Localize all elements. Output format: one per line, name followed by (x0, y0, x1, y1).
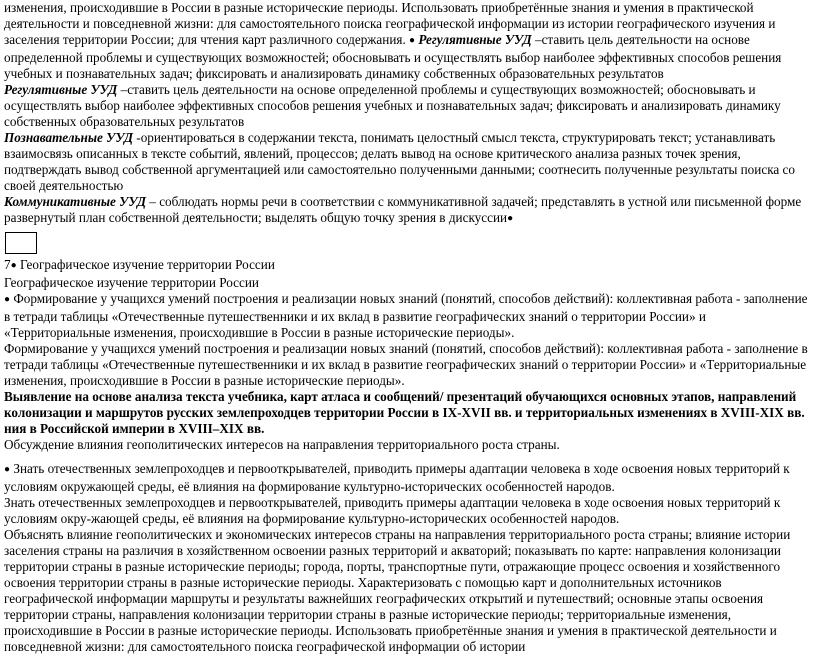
cognitive-label: Познавательные УУД (4, 130, 133, 145)
bullet-icon: ● (4, 294, 11, 305)
paragraph-explain: Объяснять влияние геополитических и экономических интересов страны на направления территориального роста страны; влияние истории заселения страны на различия в хозяйственном освоении разных территорий и акваторий; показывать по карте: направления колонизации территории страны в разные исторические периоды; города, порты, транспортные пути, отражающие процесс освоения и хозяйственного освоения территории страны в разные исторические периоды. Характеризовать с помощью карт и дополнительных источников географической информации маршруты и результаты важнейших географических открытий и путешествий; основные этапы освоения территории страны, направления колонизации территории страны в разные исторические периоды; территориальные изменения, происходившие в России в разные исторические периоды. Использовать приобретённые знания и умения в практической деятельности и повседневной жизни: для самостоятельного поиска географической информации об истории (4, 527, 791, 654)
outcomes-text: изменения, происходившие в России в разные исторические периоды. Использовать приобретённые знания и умения в практической деятельности и повседневной жизни: для самостоятельного поиска географической информации из истории географического изучения и заселения территории России; для чтения карт различного содержания. (4, 0, 776, 47)
lesson-title-repeat: Географическое изучение территории России (4, 275, 259, 290)
paragraph-cognitive (4, 130, 812, 194)
knowledge-text: Знать отечественных землепроходцев и первооткрывателей, приводить примеры адаптации человека в ходе освоения новых территорий к условиям окружающей среды, её влияния на формирование культурно-исторических особенностей народов. (4, 461, 790, 494)
communicative-label: Коммуникативные УУД (4, 194, 146, 209)
activity-text: Формирование у учащихся умений построения и реализации новых знаний (понятий, способов действий): коллективная работа - заполнение в тетради таблицы «Отечественные путешественники и их вклад в развитие географических знаний о территории России» и «Территориальные изменения, происходившие в России в разные исторические периоды». (4, 291, 808, 340)
paragraph-activity-repeat: Формирование у учащихся умений построения и реализации новых знаний (понятий, способов действий): коллективная работа - заполнение в тетради таблицы «Отечественные путешественники и их вклад в развитие географических знаний о территории России» и «Территориальные изменения, происходившие в России в разные исторические периоды». (4, 341, 808, 388)
regulative-label: Регулятивные УУД (418, 32, 532, 47)
paragraph-discussion: Обсуждение влияния геополитических интересов на направления территориального роста страны. (4, 437, 560, 452)
paragraph-knowledge-repeat: Знать отечественных землепроходцев и первооткрывателей, приводить примеры адаптации человека в ходе освоения новых территорий к условиям окру-жающей среды, её влияния на формирование культурно-исторических особенностей народов. (4, 495, 781, 526)
regulative-text: –ставить цель деятельности на основе определенной проблемы и существующих возможностей; обосновывать и осуществлять выбор наиболее эффективных способов решения учебных и познавательных задач; фиксировать и анализировать динамику собственных образовательных результатов (4, 82, 781, 129)
analysis-text: Выявление на основе анализа текста учебника, карт атласа и сообщений/ презентаций обучающихся основных этапов, направлений колонизации и маршрутов русских землепроходцев территории России в IX-XVII вв. и территориальных изменениях в XVIII-XIX вв. ния в Российской империи в XVIII–XIX вв. (4, 389, 805, 436)
paragraph-outcomes (4, 0, 812, 82)
bullet-icon: ● (409, 35, 416, 46)
paragraph-knowledge (4, 461, 812, 495)
spacer (4, 453, 812, 461)
bullet-icon: ● (4, 464, 11, 475)
empty-table-cell (5, 232, 37, 254)
regulative-label: Регулятивные УУД (4, 82, 118, 97)
lesson-title: Географическое изучение территории России (19, 257, 275, 272)
paragraph-activity (4, 291, 812, 341)
lesson-heading (4, 257, 812, 275)
bullet-icon: ● (507, 213, 514, 224)
paragraph-analysis (4, 389, 812, 437)
paragraph-communicative (4, 194, 812, 228)
paragraph-regulative (4, 82, 812, 130)
bullet-icon: ● (10, 260, 17, 271)
communicative-text: – соблюдать нормы речи в соответствии с коммуникативной задачей; представлять в устной или письменной форме развернутый план собственной деятельности; выделять общую точку зрения в дискуссии (4, 194, 802, 225)
lesson-number: 7 (4, 257, 11, 272)
regulative-text: –ставить цель деятельности на основе определенной проблемы и существующих возможностей; обосновывать и осуществлять выбор наиболее эффективных способов решения учебных и познавательных задач; фиксировать и анализировать динамику собственных образовательных результатов (4, 32, 782, 81)
cognitive-text: -ориентироваться в содержании текста, понимать целостный смысл текста, структурировать текст; устанавливать взаимосвязь описанных в тексте событий, явлений, процессов; делать вывод на основе критического анализа разных точек зрения, подтверждать вывод собственной аргументацией или самостоятельно полученными данными; соотнесить полученные результаты поиска со своей деятельностью (4, 130, 795, 193)
